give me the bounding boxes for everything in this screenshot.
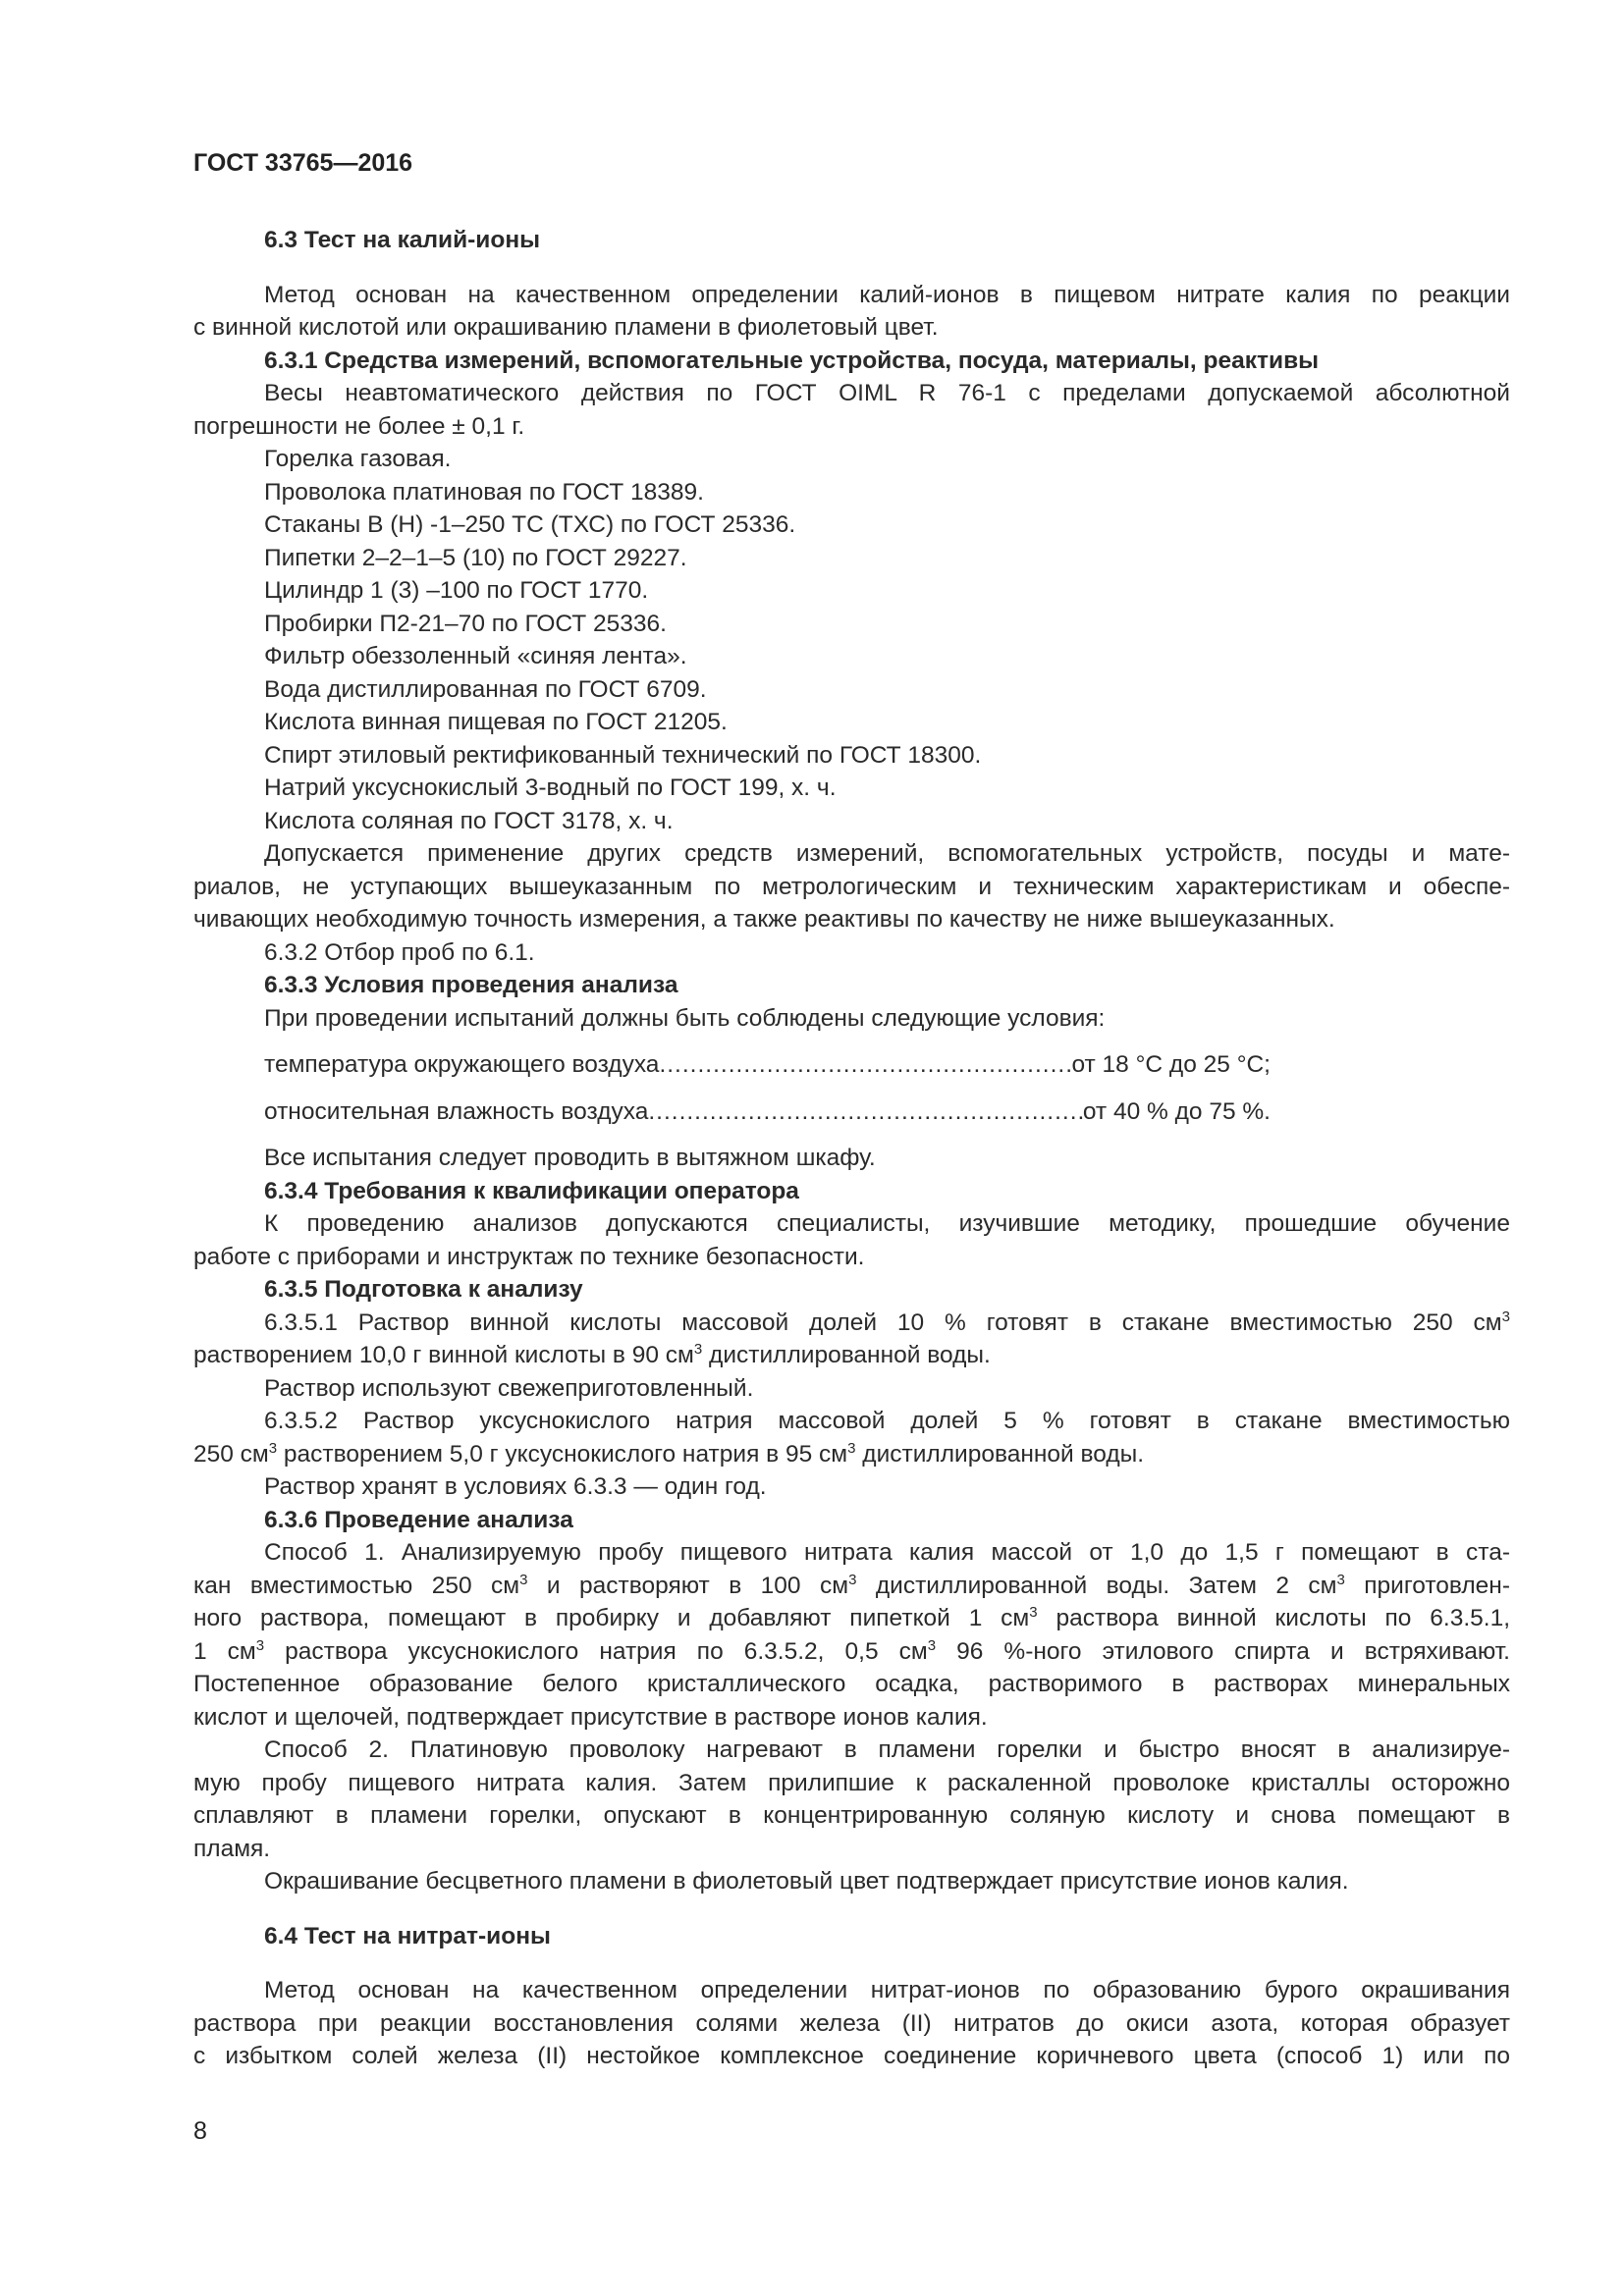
paragraph-line: 1 $см^3$ раствора уксуснокислого натрия по 6.3.5.2, 0,5 $см^3$ 96 %-ного этилового спирта и встряхивают. <box>193 1636 1510 1665</box>
page-body <box>193 224 1510 2073</box>
paragraph-line: 6.3.5.2 Раствор уксуснокислого натрия массовой долей 5 % готовят в стакане вместимостью <box>264 1408 1510 1434</box>
section-6-3-2: 6.3.2 Отбор проб по 6.1. <box>264 938 535 966</box>
paragraph-line: Допускается применение других средств измерений, вспомогательных устройств, посуды и мате- <box>264 840 1510 867</box>
paragraph-line: Раствор используют свежеприготовленный. <box>264 1374 754 1402</box>
paragraph-line: Постепенное образование белого кристаллического осадка, растворимого в растворах минеральных <box>193 1671 1510 1697</box>
equipment-item: Пробирки П2-21–70 по ГОСТ 25336. <box>264 610 667 637</box>
section-6-4-title: 6.4 Тест на нитрат-ионы <box>264 1922 551 1949</box>
section-6-3-5-title: 6.3.5 Подготовка к анализу <box>264 1276 583 1303</box>
paragraph-line: кан вместимостью 250 $см^3$ и растворяют в 100 $см^3$ дистиллированной воды. Затем 2 $см^3$ приготовлен- <box>193 1571 1510 1599</box>
paragraph-line: пламя. <box>193 1835 271 1862</box>
equipment-item: Фильтр обеззоленный «синяя лента». <box>264 643 687 669</box>
paragraph-line: Окрашивание бесцветного пламени в фиолетовый цвет подтверждает присутствие ионов калия. <box>264 1868 1349 1895</box>
paragraph-line: 250 $см^3$ растворением 5,0 г уксуснокислого натрия в 95 $см^3$ дистиллированной воды. <box>193 1439 1145 1468</box>
paragraph-line: ного раствора, помещают в пробирку и добавляют пипеткой 1 $см^3$ раствора винной кислоты по 6.3.5.1, <box>193 1604 1511 1631</box>
section-6-3-3-title: 6.3.3 Условия проведения анализа <box>264 972 678 998</box>
equipment-item: Проволока платиновая по ГОСТ 18389. <box>264 478 704 506</box>
condition-value: от 40 % до 75 %. <box>1082 1097 1271 1125</box>
equipment-item: Кислота винная пищевая по ГОСТ 21205. <box>264 709 728 735</box>
page-number: 8 <box>193 2117 207 2145</box>
paragraph-line: Весы неавтоматического действия по ГОСТ OIML R 76-1 с пределами допускаемой абсолютной <box>264 380 1510 406</box>
equipment-item: Вода дистиллированная по ГОСТ 6709. <box>264 675 707 703</box>
section-6-3-4-title: 6.3.4 Требования к квалификации оператора <box>264 1177 799 1204</box>
dot-leader <box>648 1095 1083 1129</box>
condition-humidity <box>193 1095 1271 1129</box>
dot-leader <box>659 1048 1071 1082</box>
section-6-3-6-title: 6.3.6 Проведение анализа <box>264 1506 573 1533</box>
paragraph-line: чивающих необходимую точность измерения, а также реактивы по качеству не ниже вышеуказанных. <box>193 906 1335 933</box>
condition-value: от 18 °С до 25 °С; <box>1071 1051 1271 1078</box>
equipment-item: Натрий уксуснокислый 3-водный по ГОСТ 199, х. ч. <box>264 774 837 801</box>
section-6-3-1-title: 6.3.1 Средства измерений, вспомогательные устройства, посуда, материалы, реактивы <box>264 347 1320 374</box>
equipment-item: Пипетки 2–2–1–5 (10) по ГОСТ 29227. <box>264 544 687 571</box>
paragraph-line: с винной кислотой или окрашиванию пламени в фиолетовый цвет. <box>193 314 939 341</box>
paragraph-line: риалов, не уступающих вышеуказанным по метрологическим и техническим характеристикам и обеспе- <box>193 873 1510 900</box>
paragraph-line: сплавляют в пламени горелки, опускают в концентрированную соляную кислоту и снова помещают в <box>193 1802 1510 1829</box>
paragraph-line: К проведению анализов допускаются специалисты, изучившие методику, прошедшие обучение <box>264 1210 1510 1237</box>
standard-header: ГОСТ 33765—2016 <box>193 149 413 177</box>
paragraph-line: 6.3.5.1 Раствор винной кислоты массовой долей 10 % готовят в стакане вместимостью 250 $см^3$ <box>264 1308 1510 1336</box>
paragraph-line: При проведении испытаний должны быть соблюдены следующие условия: <box>264 1004 1106 1032</box>
paragraph-line: погрешности не более ± 0,1 г. <box>193 412 525 440</box>
paragraph-line: работе с приборами и инструктаж по технике безопасности. <box>193 1243 865 1270</box>
paragraph-line: Способ 1. Анализируемую пробу пищевого нитрата калия массой от 1,0 до 1,5 г помещают в ста- <box>264 1539 1510 1566</box>
paragraph-line: растворением 10,0 г винной кислоты в 90 $см^3$ дистиллированной воды. <box>193 1341 991 1368</box>
equipment-item: Спирт этиловый ректификованный технический по ГОСТ 18300. <box>264 741 982 769</box>
paragraph-line: Метод основан на качественном определении калий-ионов в пищевом нитрате калия по реакции <box>264 281 1510 308</box>
equipment-item: Горелка газовая. <box>264 446 452 472</box>
equipment-item: Кислота соляная по ГОСТ 3178, х. ч. <box>264 807 674 834</box>
paragraph-line: Метод основан на качественном определении нитрат-ионов по образованию бурого окрашивания <box>264 1977 1510 2003</box>
paragraph-line: раствора при реакции восстановления солями железа (II) нитратов до окиси азота, которая образует <box>193 2009 1510 2037</box>
equipment-item: Цилиндр 1 (3) –100 по ГОСТ 1770. <box>264 577 649 604</box>
paragraph-line: Раствор хранят в условиях 6.3.3 — один год. <box>264 1473 767 1500</box>
condition-temperature <box>193 1048 1271 1082</box>
condition-label: температура окружающего воздуха <box>264 1051 660 1078</box>
paragraph-line: кислот и щелочей, подтверждает присутствие в растворе ионов калия. <box>193 1703 988 1731</box>
paragraph-line: с избытком солей железа (II) нестойкое комплексное соединение коричневого цвета (способ 1) или по <box>193 2043 1510 2069</box>
paragraph-line: Все испытания следует проводить в вытяжном шкафу. <box>264 1145 876 1171</box>
equipment-item: Стаканы В (Н) -1–250 ТС (ТХС) по ГОСТ 25336. <box>264 511 796 538</box>
condition-label: относительная влажность воздуха <box>264 1097 649 1125</box>
paragraph-line: Способ 2. Платиновую проволоку нагревают в пламени горелки и быстро вносят в анализируе- <box>264 1736 1510 1763</box>
paragraph-line: мую пробу пищевого нитрата калия. Затем прилипшие к раскаленной проволоке кристаллы осторожно <box>193 1769 1510 1796</box>
section-6-3-title: 6.3 Тест на калий-ионы <box>264 227 541 253</box>
